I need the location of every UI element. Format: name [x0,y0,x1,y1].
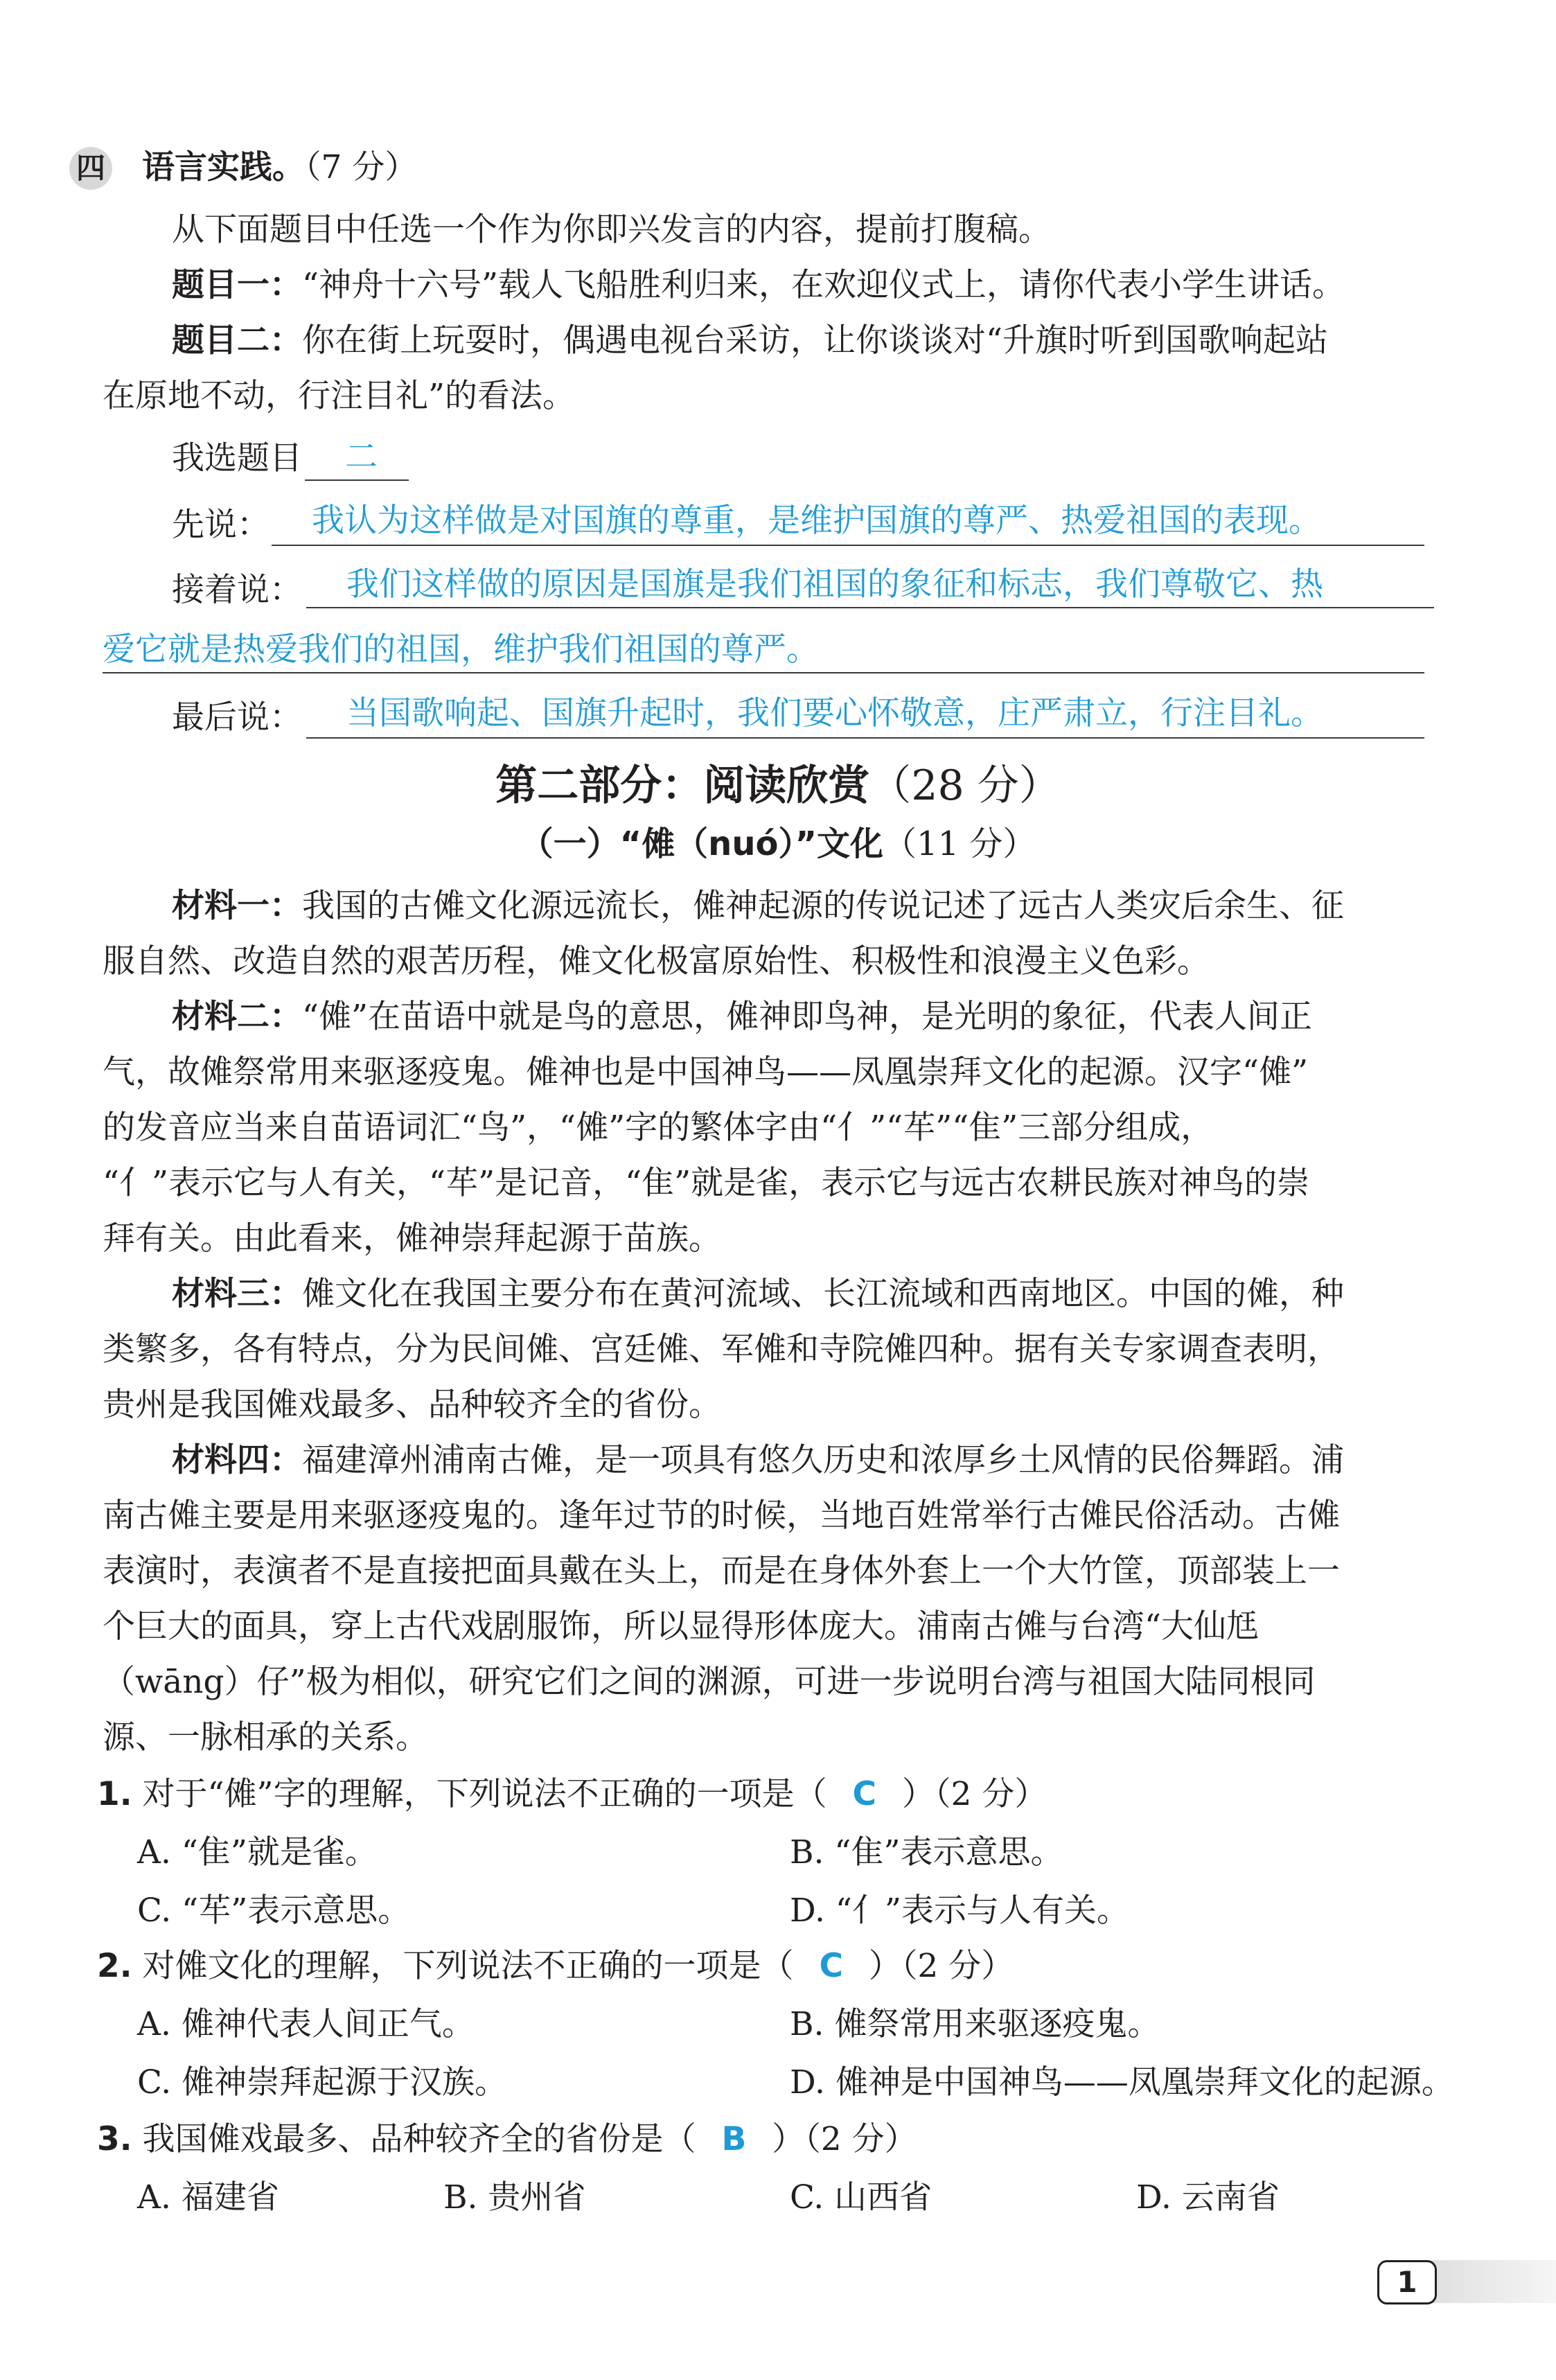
material-four-text: 福建漳州浦南古傩，是一项具有悠久历史和浓厚乡土风情的民俗舞蹈。浦 [302,1441,1344,1479]
option-b: B. 傩祭常用来驱逐疫鬼。 [790,2005,1160,2043]
option-a: A. 傩神代表人间正气。 [137,2005,475,2043]
choose-answer-line [305,479,409,481]
section-heading [142,147,417,188]
material-one-text: 我国的古傩文化源远流长，傩神起源的传说记述了远古人类灾后余生、征 [302,887,1344,925]
first-answer-line [272,545,1424,546]
material-one-line2: 服自然、改造自然的艰苦历程，傩文化极富原始性、积极性和浪漫主义色彩。 [103,942,1210,980]
material-two-text: “傩”在苗语中就是鸟的意思，傩神即鸟神，是光明的象征，代表人间正 [302,998,1313,1036]
topic-two-text: 你在街上玩耍时，偶遇电视台采访，让你谈谈对“升旗时听到国歌响起站 [302,321,1329,360]
answer-letter: C [852,1775,877,1813]
material-four-line5: （wāng）仔”极为相似，研究它们之间的渊源，可进一步说明台湾与祖国大陆同根同 [103,1663,1316,1701]
option-d: D. “亻”表示与人有关。 [790,1892,1129,1930]
next-label: 接着说： [172,571,302,609]
material-two-line2: 气，故傩祭常用来驱逐疫鬼。傩神也是中国神鸟——凤凰崇拜文化的起源。汉字“傩” [103,1053,1309,1091]
option-d: D. 云南省 [1136,2178,1280,2216]
section-score: （7 分） [305,148,418,186]
option-a: A. 福建省 [137,2178,279,2216]
last-label: 最后说： [172,698,302,737]
material-four-label: 材料四： [172,1441,302,1479]
material-two-label: 材料二： [172,998,302,1036]
question-close: ）（2 分） [772,2120,917,2158]
material-three-line3: 贵州是我国傩戏最多、品种较齐全的省份。 [103,1386,721,1424]
question-1 [97,1774,1047,1815]
last-answer: 当国歌响起、国旗升起时，我们要心怀敬意，庄严肃立，行注目礼。 [346,694,1323,732]
material-three-line1 [172,1273,1344,1315]
option-a: A. “隹”就是雀。 [137,1833,378,1871]
material-three-text: 傩文化在我国主要分布在黄河流域、长江流域和西南地区。中国的傩，种 [302,1275,1344,1313]
question-2 [97,1946,1014,1987]
part-title-score: （28 分） [869,761,1061,810]
material-three-line2: 类繁多，各有特点，分为民间傩、宫廷傩、军傩和寺院傩四种。据有关专家调查表明， [103,1330,1340,1368]
material-four-line3: 表演时，表演者不是直接把面具戴在头上，而是在身体外套上一个大竹筐，顶部装上一 [103,1552,1340,1590]
question-stem: 我国傩戏最多、品种较齐全的省份是（ [142,2120,696,2158]
material-four-line4: 个巨大的面具，穿上古代戏剧服饰，所以显得形体庞大。浦南古傩与台湾“大仙尪 [103,1607,1259,1646]
section-title: 语言实践。 [142,148,305,186]
topic-one-text: “神舟十六号”载人飞船胜利归来，在欢迎仪式上，请你代表小学生讲话。 [302,266,1345,304]
first-label: 先说： [172,506,269,544]
material-four-line2: 南古傩主要是用来驱逐疫鬼的。逢年过节的时候，当地百姓常举行古傩民俗活动。古傩 [103,1497,1340,1535]
option-c: C. 傩神崇拜起源于汉族。 [137,2063,508,2101]
question-number: 2. [97,1947,132,1985]
material-two-line5: 拜有关。由此看来，傩神崇拜起源于苗族。 [103,1219,721,1258]
topic-two-line1 [172,320,1328,362]
choose-label: 我选题目 [172,439,302,477]
option-b: B. 贵州省 [443,2178,586,2216]
reading-subtitle [0,822,1556,866]
next-answer-line1 [306,607,1434,608]
question-3 [97,2119,917,2160]
material-two-line3: 的发音应当来自苗语词汇“鸟”，“傩”字的繁体字由“亻”“䒜”“隹”三部分组成， [103,1109,1214,1147]
material-four-line1 [172,1440,1344,1481]
part-title-text: 第二部分：阅读欣赏 [495,761,870,810]
material-four-line6: 源、一脉相承的关系。 [103,1718,428,1756]
material-three-label: 材料三： [172,1275,302,1313]
page-number: 1 [1377,2260,1437,2304]
question-number: 1. [97,1775,132,1813]
answer-letter: C [819,1947,843,1985]
option-c: C. 山西省 [790,2178,932,2216]
material-one-label: 材料一： [172,887,302,925]
option-c: C. “䒜”表示意思。 [137,1892,411,1930]
option-b: B. “隹”表示意思。 [790,1833,1063,1871]
question-close: ）（2 分） [901,1775,1047,1813]
topic-two-line2: 在原地不动，行注目礼”的看法。 [103,377,576,415]
material-two-line1 [172,996,1312,1038]
part-title [0,758,1556,813]
material-two-line4: “亻”表示它与人有关，“䒜”是记音，“隹”就是雀，表示它与远古农耕民族对神鸟的崇 [103,1164,1310,1202]
topic-one [172,265,1345,306]
choose-answer: 二 [345,438,378,476]
topic-two-label: 题目二： [172,321,302,360]
next-answer-line2-text: 爱它就是热爱我们的祖国，维护我们祖国的尊严。 [103,631,819,669]
question-number: 3. [97,2120,132,2158]
option-d: D. 傩神是中国神鸟——凤凰崇拜文化的起源。 [790,2063,1454,2101]
last-answer-line [306,737,1424,739]
question-stem: 对于“傩”字的理解，下列说法不正确的一项是（ [142,1775,827,1813]
first-answer: 我认为这样做是对国旗的尊重，是维护国旗的尊严、热爱祖国的表现。 [312,502,1321,540]
reading-subtitle-score: （11 分） [883,825,1036,863]
answer-letter: B [721,2120,747,2158]
material-one-line1 [172,885,1344,927]
question-close: ）（2 分） [868,1947,1014,1985]
section-number-badge: 四 [69,147,112,190]
next-answer-line1-text: 我们这样做的原因是国旗是我们祖国的象征和标志，我们尊敬它、热 [346,565,1323,603]
question-stem: 对傩文化的理解，下列说法不正确的一项是（ [142,1947,794,1985]
instruction-text: 从下面题目中任选一个作为你即兴发言的内容，提前打腹稿。 [172,211,1051,249]
topic-one-label: 题目一： [172,266,302,304]
next-answer-line2 [103,672,1424,673]
reading-subtitle-text: （一）“傩（nuó）”文化 [520,825,884,863]
